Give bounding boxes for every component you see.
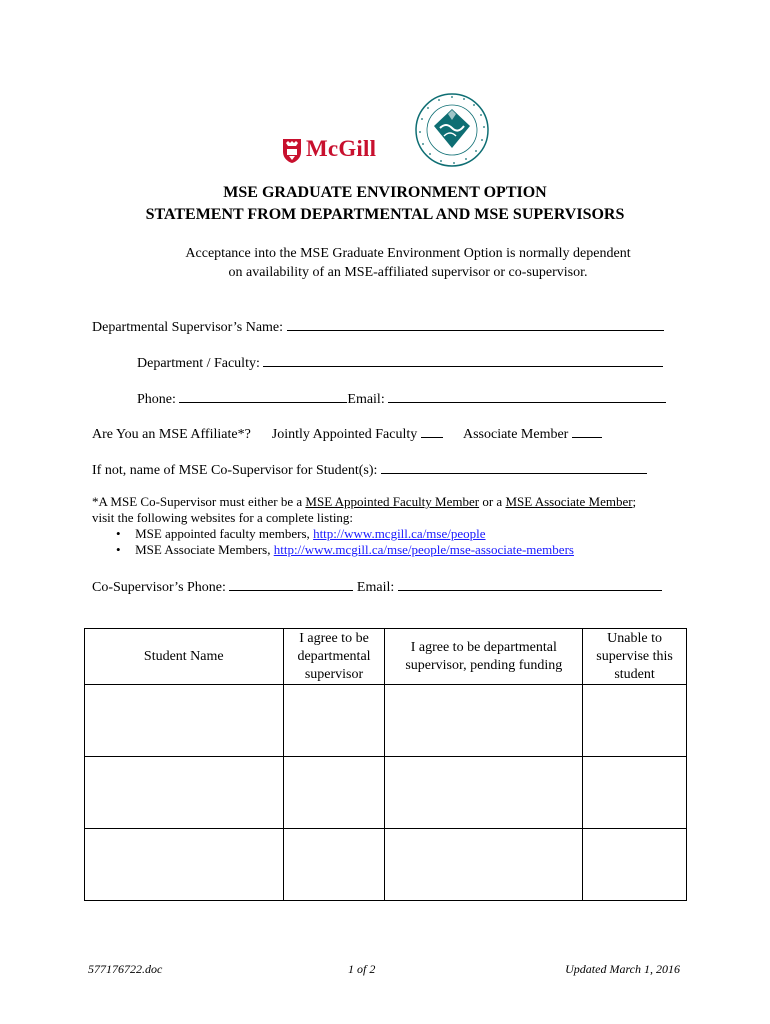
- header-agree-supervisor: I agree to be departmental supervisor: [283, 629, 385, 685]
- environment-seal: [414, 92, 490, 168]
- header-agree-pending-funding: I agree to be departmental supervisor, pending funding: [385, 629, 583, 685]
- dept-supervisor-label: Departmental Supervisor’s Name:: [92, 320, 284, 335]
- associate-member-label: Associate Member: [462, 427, 569, 442]
- jointly-appointed-label: Jointly Appointed Faculty: [271, 427, 418, 442]
- table-row: [85, 757, 687, 829]
- associate-members-url-link[interactable]: http://www.mcgill.ca/mse/people/mse-associate-members: [273, 542, 574, 557]
- email-field[interactable]: [388, 390, 666, 403]
- bullet-icon: •: [116, 542, 121, 557]
- table-cell[interactable]: [583, 757, 687, 829]
- co-supervisor-email-field[interactable]: [398, 578, 662, 591]
- table-cell[interactable]: [85, 829, 284, 901]
- bullet-label: MSE appointed faculty members,: [135, 526, 310, 541]
- header-unable-to-supervise: Unable to supervise this student: [583, 629, 687, 685]
- bullet-item: [116, 542, 574, 558]
- note-suffix: ;: [632, 494, 637, 509]
- title-line-1: MSE GRADUATE ENVIRONMENT OPTION: [223, 184, 547, 201]
- phone-field[interactable]: [179, 390, 347, 403]
- table-cell[interactable]: [385, 829, 583, 901]
- table-cell[interactable]: [85, 757, 284, 829]
- associate-member-field[interactable]: [572, 425, 602, 438]
- note-line-2: visit the following websites for a complete listing:: [92, 510, 354, 525]
- note-or: or a: [482, 494, 503, 509]
- appointed-faculty-url-link[interactable]: http://www.mcgill.ca/mse/people: [313, 526, 486, 541]
- supervision-table: [84, 628, 687, 901]
- table-row: [85, 685, 687, 757]
- header-student-name: Student Name: [85, 629, 284, 685]
- department-row: [137, 354, 663, 372]
- mse-appointed-faculty-link[interactable]: MSE Appointed Faculty Member: [305, 494, 480, 509]
- mcgill-wordmark: McGill: [306, 136, 377, 161]
- co-supervisor-name-row: [92, 461, 647, 479]
- co-supervisor-contact-row: [92, 578, 662, 596]
- co-supervisor-name-field[interactable]: [381, 461, 647, 474]
- footer-updated-date: Updated March 1, 2016: [565, 962, 680, 976]
- title-line-2: STATEMENT FROM DEPARTMENTAL AND MSE SUPERVISORS: [145, 206, 625, 223]
- table-header-row: [85, 629, 687, 685]
- bullet-item: [116, 526, 486, 542]
- dept-supervisor-row: [92, 318, 664, 336]
- table-cell[interactable]: [385, 757, 583, 829]
- phone-label: Phone:: [137, 392, 176, 407]
- department-label: Department / Faculty:: [137, 356, 260, 371]
- co-supervisor-name-label: If not, name of MSE Co-Supervisor for Student(s):: [92, 463, 378, 478]
- table-cell[interactable]: [283, 757, 385, 829]
- bullet-icon: •: [116, 526, 121, 541]
- environment-seal-icon: [414, 92, 490, 168]
- mse-associate-member-link[interactable]: MSE Associate Member: [505, 494, 633, 509]
- footer-page-number: 1 of 2: [348, 962, 376, 976]
- jointly-appointed-field[interactable]: [421, 425, 443, 438]
- co-supervisor-phone-label: Co-Supervisor’s Phone:: [92, 580, 226, 595]
- table-row: [85, 829, 687, 901]
- table-cell[interactable]: [85, 685, 284, 757]
- co-supervisor-email-label: Email:: [356, 580, 395, 595]
- table-cell[interactable]: [583, 685, 687, 757]
- mcgill-shield-icon: [282, 138, 302, 164]
- mcgill-logo: [282, 138, 392, 166]
- note-line-1: [92, 494, 636, 510]
- intro-line-2: on availability of an MSE-affiliated supervisor or co-supervisor.: [228, 265, 588, 280]
- table-cell[interactable]: [583, 829, 687, 901]
- footer-filename: 577176722.doc: [88, 962, 163, 976]
- table-cell[interactable]: [385, 685, 583, 757]
- affiliate-row: [92, 425, 602, 443]
- dept-supervisor-field[interactable]: [287, 318, 664, 331]
- affiliate-question: Are You an MSE Affiliate*?: [92, 427, 251, 442]
- department-field[interactable]: [263, 354, 663, 367]
- table-cell[interactable]: [283, 829, 385, 901]
- email-label: Email:: [347, 392, 385, 407]
- phone-email-row: [137, 390, 666, 408]
- note-prefix: *A MSE Co-Supervisor must either be a: [92, 494, 303, 509]
- co-supervisor-phone-field[interactable]: [229, 578, 353, 591]
- bullet-label: MSE Associate Members,: [135, 542, 271, 557]
- intro-line-1: Acceptance into the MSE Graduate Environment Option is normally dependent: [185, 246, 631, 261]
- table-cell[interactable]: [283, 685, 385, 757]
